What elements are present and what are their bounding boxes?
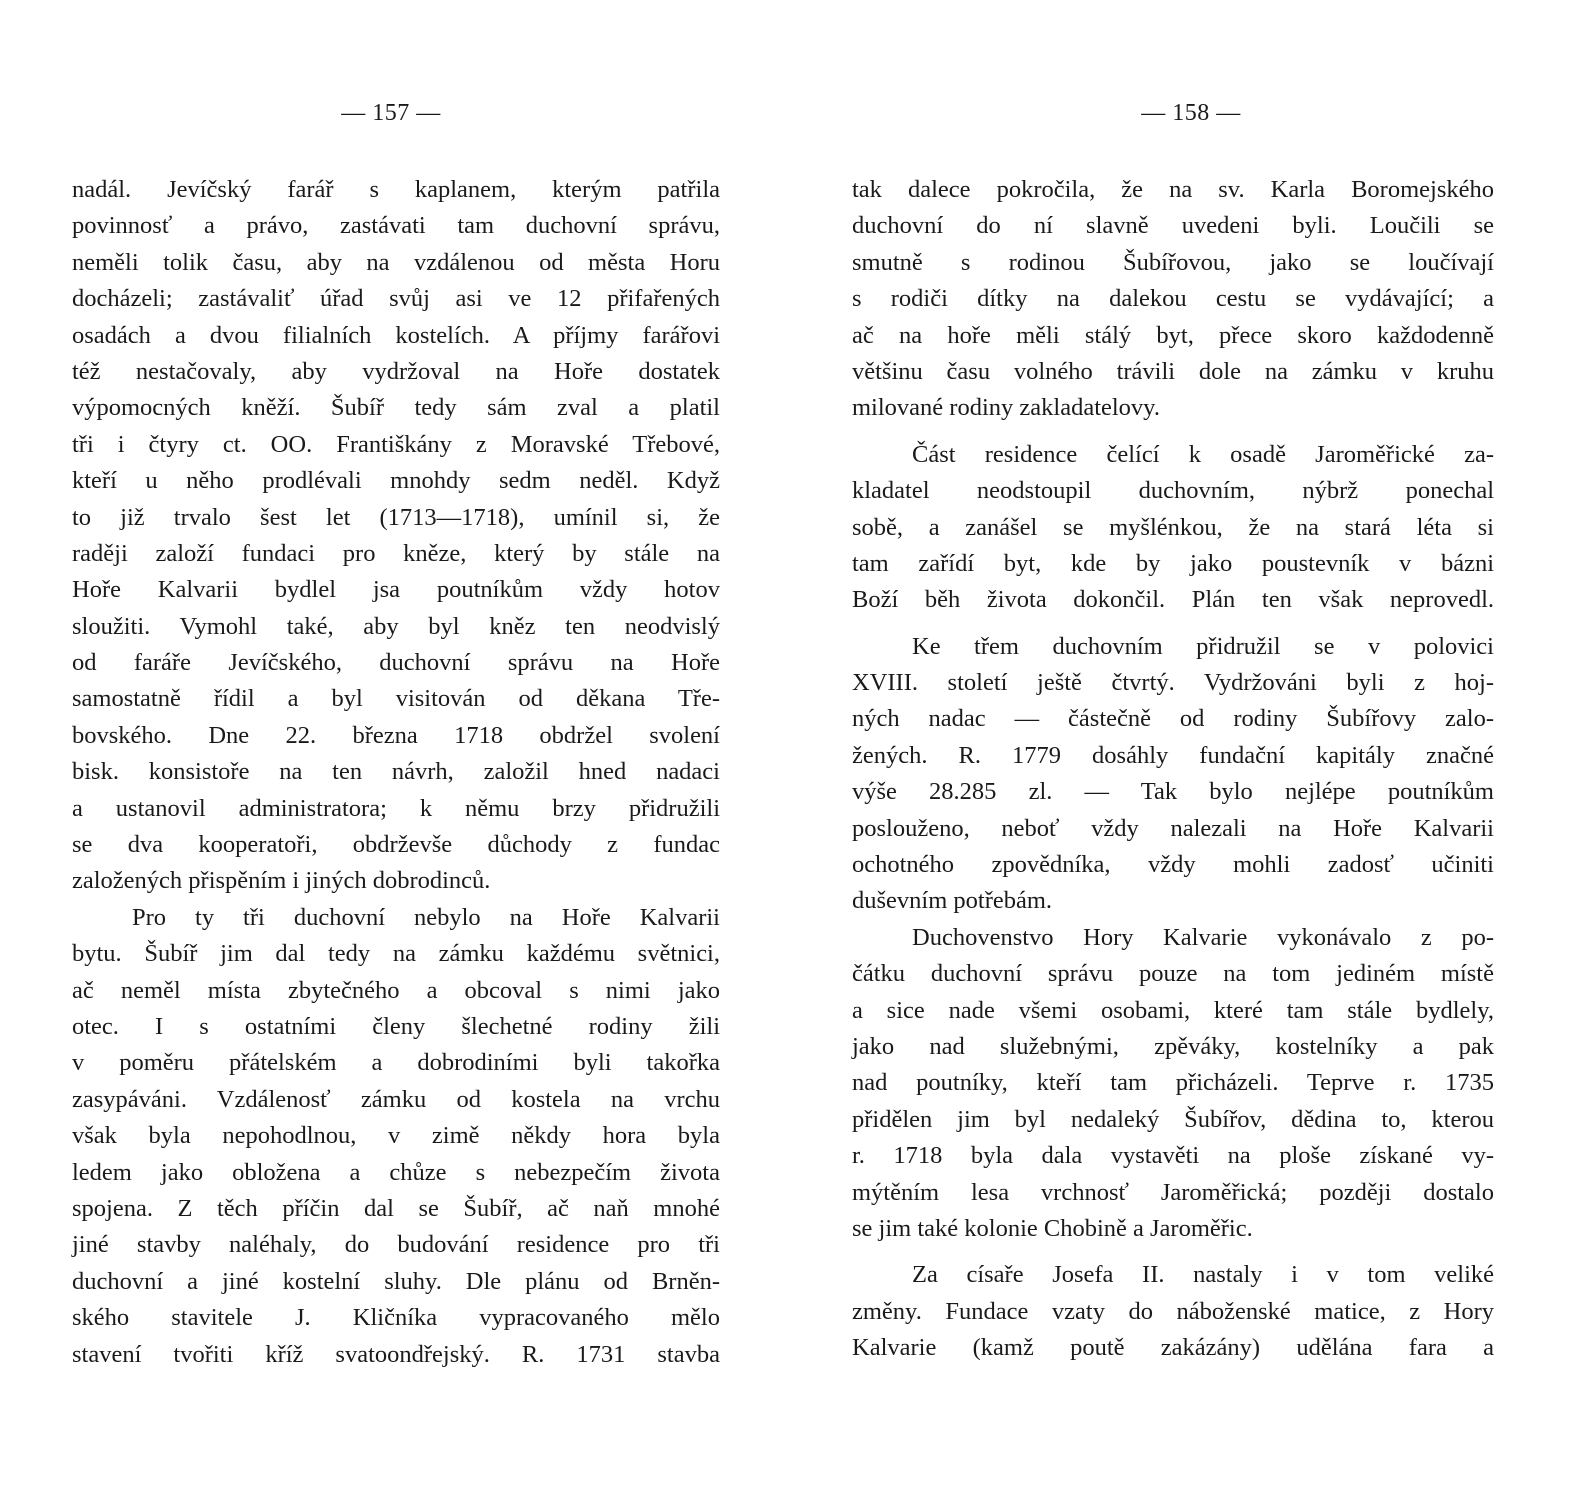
text-line: ač na hoře měli stálý byt, přece skoro každodenně	[852, 321, 1494, 349]
text-line: kladatel neodstoupil duchovním, nýbrž ponechal	[852, 477, 1494, 505]
text-line: se jim také kolonie Chobině a Jaroměřic.	[852, 1214, 1253, 1242]
text-line: bovského. Dne 22. března 1718 obdržel svolení	[72, 721, 720, 749]
text-line: mýtěním lesa vrchnosť Jaroměřická; později dostalo	[852, 1178, 1494, 1206]
text-line: duševním potřebám.	[852, 887, 1053, 915]
text-line: Ke třem duchovním přidružil se v polovici	[912, 632, 1494, 660]
text-line: přidělen jim byl nedaleký Šubířov, dědina to, kterou	[852, 1105, 1494, 1133]
text-line: tři i čtyry ct. OO. Františkány z Moravské Třebové,	[72, 430, 720, 458]
text-line: docházeli; zastávaliť úřad svůj asi ve 12 přifařených	[72, 285, 720, 313]
text-line: nadál. Jevíčský farář s kaplanem, kterým patřila	[72, 176, 720, 203]
page-number: — 157 —	[341, 100, 441, 126]
text-line: bytu. Šubíř jim dal tedy na zámku každému světnici,	[72, 940, 720, 968]
text-line: raději založí fundaci pro kněze, který by stále na	[72, 539, 720, 567]
text-line: XVIII. století ještě čtvrtý. Vydržováni byli z hoj-	[852, 669, 1494, 697]
text-line: a sice nade všemi osobami, které tam stále bydlely,	[852, 996, 1494, 1024]
page-text	[72, 172, 720, 1373]
text-line: milované rodiny zakladatelovy.	[852, 394, 1160, 422]
text-line: samostatně řídil a byl visitován od děkana Tře-	[72, 685, 720, 713]
text-line: Za císaře Josefa II. nastaly i v tom veliké	[912, 1261, 1494, 1289]
text-line: smutně s rodinou Šubířovou, jako se loučívají	[852, 248, 1494, 276]
text-line: ochotného zpovědníka, vždy mohli zadosť učiniti	[852, 851, 1494, 879]
text-line: jiné stavby naléhaly, do budování residence pro tři	[72, 1231, 720, 1259]
text-line: tak dalece pokročila, že na sv. Karla Boromejského	[852, 176, 1494, 203]
text-line: Hoře Kalvarii bydlel jsa poutníkům vždy hotov	[72, 576, 720, 604]
right-page	[794, 0, 1588, 1500]
text-line: založených přispěním i jiných dobrodinců.	[72, 867, 491, 895]
text-line: výpomocných kněží. Šubíř tedy sám zval a platil	[72, 394, 720, 422]
text-line: Pro ty tři duchovní nebylo na Hoře Kalvarii	[132, 903, 720, 931]
text-line: změny. Fundace vzaty do náboženské matice, z Hory	[852, 1297, 1494, 1325]
text-line: Kalvarie (kamž poutě zakázány) udělána fara a	[852, 1334, 1494, 1362]
text-line: Boží běh života dokončil. Plán ten však neprovedl.	[852, 586, 1494, 614]
text-line: v poměru přátelském a dobrodiními byli takořka	[72, 1049, 720, 1077]
text-line: jako nad služebnými, zpěváky, kostelníky a pak	[852, 1032, 1494, 1060]
text-line: povinnosť a právo, zastávati tam duchovní správu,	[72, 212, 720, 240]
text-line: se dva kooperatoři, obdrževše důchody z fundac	[72, 831, 720, 859]
text-line: sobě, a zanášel se myšlénkou, že na stará léta si	[852, 513, 1494, 541]
text-line: bisk. konsistoře na ten návrh, založil hned nadaci	[72, 758, 720, 786]
text-line: stavení tvořiti kříž svatoondřejský. R. 1731 stavba	[72, 1340, 720, 1368]
text-line: však byla nepohodlnou, v zimě někdy hora byla	[72, 1122, 720, 1150]
text-line: zasypáváni. Vzdálenosť zámku od kostela na vrchu	[72, 1085, 720, 1113]
page-number: — 158 —	[1141, 100, 1241, 126]
text-line: ných nadac — částečně od rodiny Šubířovy zalo-	[852, 705, 1494, 733]
text-line: většinu času volného trávili dole na zámku v kruhu	[852, 357, 1494, 385]
text-line: poslouženo, neboť vždy nalezali na Hoře Kalvarii	[852, 814, 1494, 842]
text-line: kteří u něho prodlévali mnohdy sedm neděl. Když	[72, 467, 720, 495]
text-line: žených. R. 1779 dosáhly fundační kapitály značné	[852, 741, 1494, 769]
text-line: ač neměl místa zbytečného a obcoval s nimi jako	[72, 976, 720, 1004]
text-line: otec. I s ostatními členy šlechetné rodiny žili	[72, 1012, 720, 1040]
text-line: duchovní a jiné kostelní sluhy. Dle plánu od Brněn-	[72, 1267, 720, 1295]
text-line: ledem jako obložena a chůze s nebezpečím života	[72, 1158, 720, 1186]
text-line: též nestačovaly, aby vydržoval na Hoře dostatek	[72, 357, 720, 385]
text-line: duchovní do ní slavně uvedeni byli. Loučili se	[852, 212, 1494, 240]
text-line: Duchovenstvo Hory Kalvarie vykonávalo z po-	[912, 923, 1494, 951]
text-line: Část residence čelící k osadě Jaroměřické za-	[912, 440, 1494, 468]
text-line: ského stavitele J. Kličníka vypracovaného mělo	[72, 1304, 720, 1332]
page-text	[852, 172, 1494, 1367]
text-line: tam zařídí byt, kde by jako poustevník v bázni	[852, 549, 1494, 577]
text-line: r. 1718 byla dala vystavěti na ploše získané vy-	[852, 1142, 1494, 1170]
text-line: a ustanovil administratora; k němu brzy přidružili	[72, 794, 720, 822]
text-line: neměli tolik času, aby na vzdálenou od města Horu	[72, 248, 720, 276]
text-line: osadách a dvou filialních kostelích. A příjmy farářovi	[72, 321, 720, 349]
text-line: nad poutníky, kteří tam přicházeli. Teprve r. 1735	[852, 1069, 1494, 1097]
text-line: od faráře Jevíčského, duchovní správu na Hoře	[72, 649, 720, 677]
text-line: spojena. Z těch příčin dal se Šubíř, ač naň mnohé	[72, 1194, 720, 1222]
text-line: sloužiti. Vymohl také, aby byl kněz ten neodvislý	[72, 612, 720, 640]
text-line: výše 28.285 zl. — Tak bylo nejlépe poutníkům	[852, 778, 1494, 806]
text-line: čátku duchovní správu pouze na tom jediném místě	[852, 960, 1494, 988]
text-line: s rodiči dítky na dalekou cestu se vydávající; a	[852, 285, 1494, 313]
text-line: to již trvalo šest let (1713—1718), umínil si, že	[72, 503, 720, 531]
